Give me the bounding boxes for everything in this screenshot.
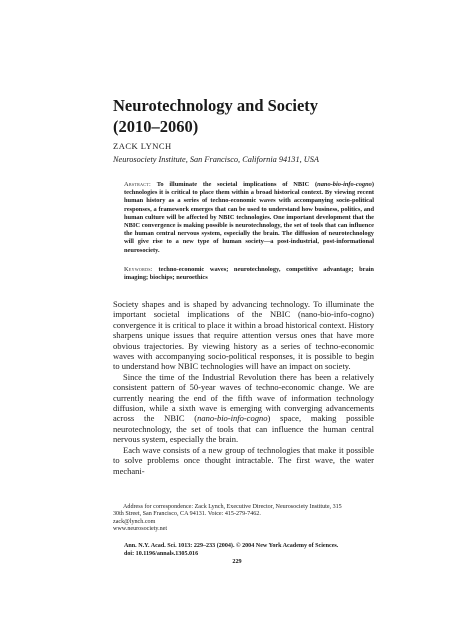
abstract-emphasis: nano-bio-info-cogno [317, 181, 372, 188]
footnote-email: zack@lynch.com [113, 518, 156, 525]
author-name: ZACK LYNCH [113, 141, 172, 151]
keywords-text: techno-economic waves; neurotechnology, competitive advantage; brain imaging; biochips; neuroethics [124, 266, 374, 282]
citation-doi: doi: 10.1196/annals.1305.016 [124, 550, 199, 557]
title-line-2: (2010–2060) [113, 117, 199, 136]
title-line-1: Neurotechnology and Society [113, 96, 319, 115]
journal-citation [124, 543, 374, 558]
citation-line-1: Ann. N.Y. Acad. Sci. 1013: 229–233 (2004). © 2004 New York Academy of Sciences. [124, 543, 339, 549]
article-title [113, 95, 413, 137]
footnote-website: www.neurosociety.net [113, 526, 168, 533]
correspondence-footnote [113, 504, 374, 534]
keywords-block [124, 266, 374, 282]
body-paragraph-2 [113, 372, 374, 445]
abstract-text-2: ) technologies it is critical to place them within a broad historical context. By viewing recent human history as a series of techno-economic waves with accompanying socio-political responses, a framework emerges that can be used to understand how business, politics, and human culture will be affected by NBIC technologies. One important development that the NBIC convergence is making possible is neurotechnology, the set of tools that can influence the human central nervous system, especially the brain. The diffusion of neurotechnology will give rise to a new type of human society—a post-industrial, post-informational neurosociety. [124, 181, 374, 254]
abstract-block [124, 181, 374, 255]
body-p2-text-a: Since the time of the Industrial Revolution there has been a relatively consistent pattern of 50-year waves of techno-economic change. We are currently nearing the end of the fifth wave of information technology diffusion, while a sixth wave is emerging with converging advancements across the NBIC ( [113, 371, 374, 424]
body-paragraph-1: Society shapes and is shaped by advancing technology. To illuminate the important societal implications of the NBIC (nano-bio-info-cogno) convergence it is critical to place it within a broad historical context. History sharpens unique issues that require attention versus ones that have more obvious trajectories. By viewing history as a series of techno-economic waves with accompanying socio-political responses, it is possible to begin to understand how NBIC technologies will have an impact on society. [113, 299, 374, 372]
footnote-line-2: 30th Street, San Francisco, CA 94131. Voice: 415-279-7462. [113, 511, 261, 518]
body-p2-emphasis: nano-bio-info-cogno [197, 413, 268, 424]
keywords-label: Keywords: [124, 266, 153, 273]
body-paragraph-3: Each wave consists of a new group of technologies that make it possible to solve problems once thought intractable. The first wave, the water mechani- [113, 444, 374, 476]
abstract-label: Abstract: [124, 181, 152, 188]
page-number: 229 [232, 558, 242, 565]
footnote-line-1: Address for correspondence: Zack Lynch, Executive Director, Neurosociety Institute, 315 [123, 504, 342, 510]
body-text [113, 299, 374, 476]
author-affiliation: Neurosociety Institute, San Francisco, California 94131, USA [113, 155, 319, 164]
body-p2-text-b: ) space, making possible neurotechnology, the set of tools that can influence the human central nervous system, especially the brain. [113, 413, 374, 445]
abstract-text-1: To illuminate the societal implications of NBIC ( [151, 181, 318, 188]
